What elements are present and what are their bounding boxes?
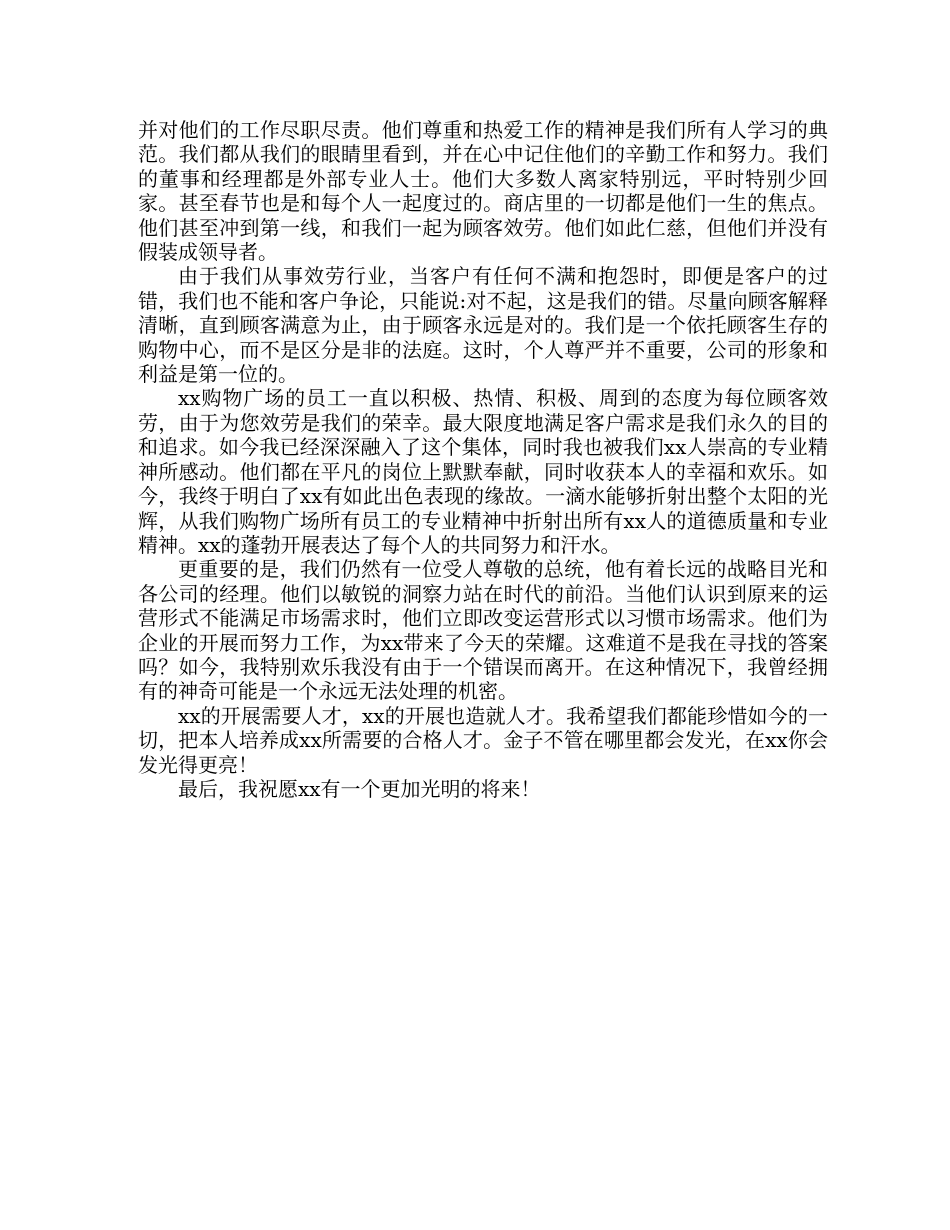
paragraph-3: xx购物广场的员工一直以积极、热情、积极、周到的态度为每位顾客效劳，由于为您效劳是我们的荣幸。最大限度地满足客户需求是我们永久的目的和追求。如今我已经深深融入了这个集体，同时我也被我们xx人崇高的专业精神所感动。他们都在平凡的岗位上默默奉献，同时收获本人的幸福和欢乐。如今，我终于明白了xx有如此出色表现的缘故。一滴水能够折射出整个太阳的光辉，从我们购物广场所有员工的专业精神中折射出所有xx人的道德质量和专业精神。xx的蓬勃开展表达了每个人的共同努力和汗水。 [138, 386, 828, 557]
paragraph-6: 最后，我祝愿xx有一个更加光明的将来！ [178, 776, 541, 801]
document-body [138, 118, 828, 801]
paragraph-1: 并对他们的工作尽职尽责。他们尊重和热爱工作的精神是我们所有人学习的典范。我们都从我们的眼睛里看到，并在心中记住他们的辛勤工作和努力。我们的董事和经理都是外部专业人士。他们大多数人离家特别远，平时特别少回家。甚至春节也是和每个人一起度过的。商店里的一切都是他们一生的焦点。他们甚至冲到第一线，和我们一起为顾客效劳。他们如此仁慈，但他们并没有假装成领导者。 [138, 118, 828, 265]
paragraph-4: 更重要的是，我们仍然有一位受人尊敬的总统，他有着长远的战略目光和各公司的经理。他们以敏锐的洞察力站在时代的前沿。当他们认识到原来的运营形式不能满足市场需求时，他们立即改变运营形式以习惯市场需求。他们为企业的开展而努力工作，为xx带来了今天的荣耀。这难道不是我在寻找的答案吗？如今，我特别欢乐我没有由于一个错误而离开。在这种情况下，我曾经拥有的神奇可能是一个永远无法处理的机密。 [138, 557, 828, 704]
paragraph-2: 由于我们从事效劳行业，当客户有任何不满和抱怨时，即便是客户的过错，我们也不能和客户争论，只能说:对不起，这是我们的错。尽量向顾客解释清晰，直到顾客满意为止，由于顾客永远是对的。我们是一个依托顾客生存的购物中心，而不是区分是非的法庭。这时，个人尊严并不重要，公司的形象和利益是第一位的。 [138, 264, 828, 387]
paragraph-5: xx的开展需要人才，xx的开展也造就人才。我希望我们都能珍惜如今的一切，把本人培养成xx所需要的合格人才。金子不管在哪里都会发光，在xx你会发光得更亮！ [138, 703, 828, 777]
